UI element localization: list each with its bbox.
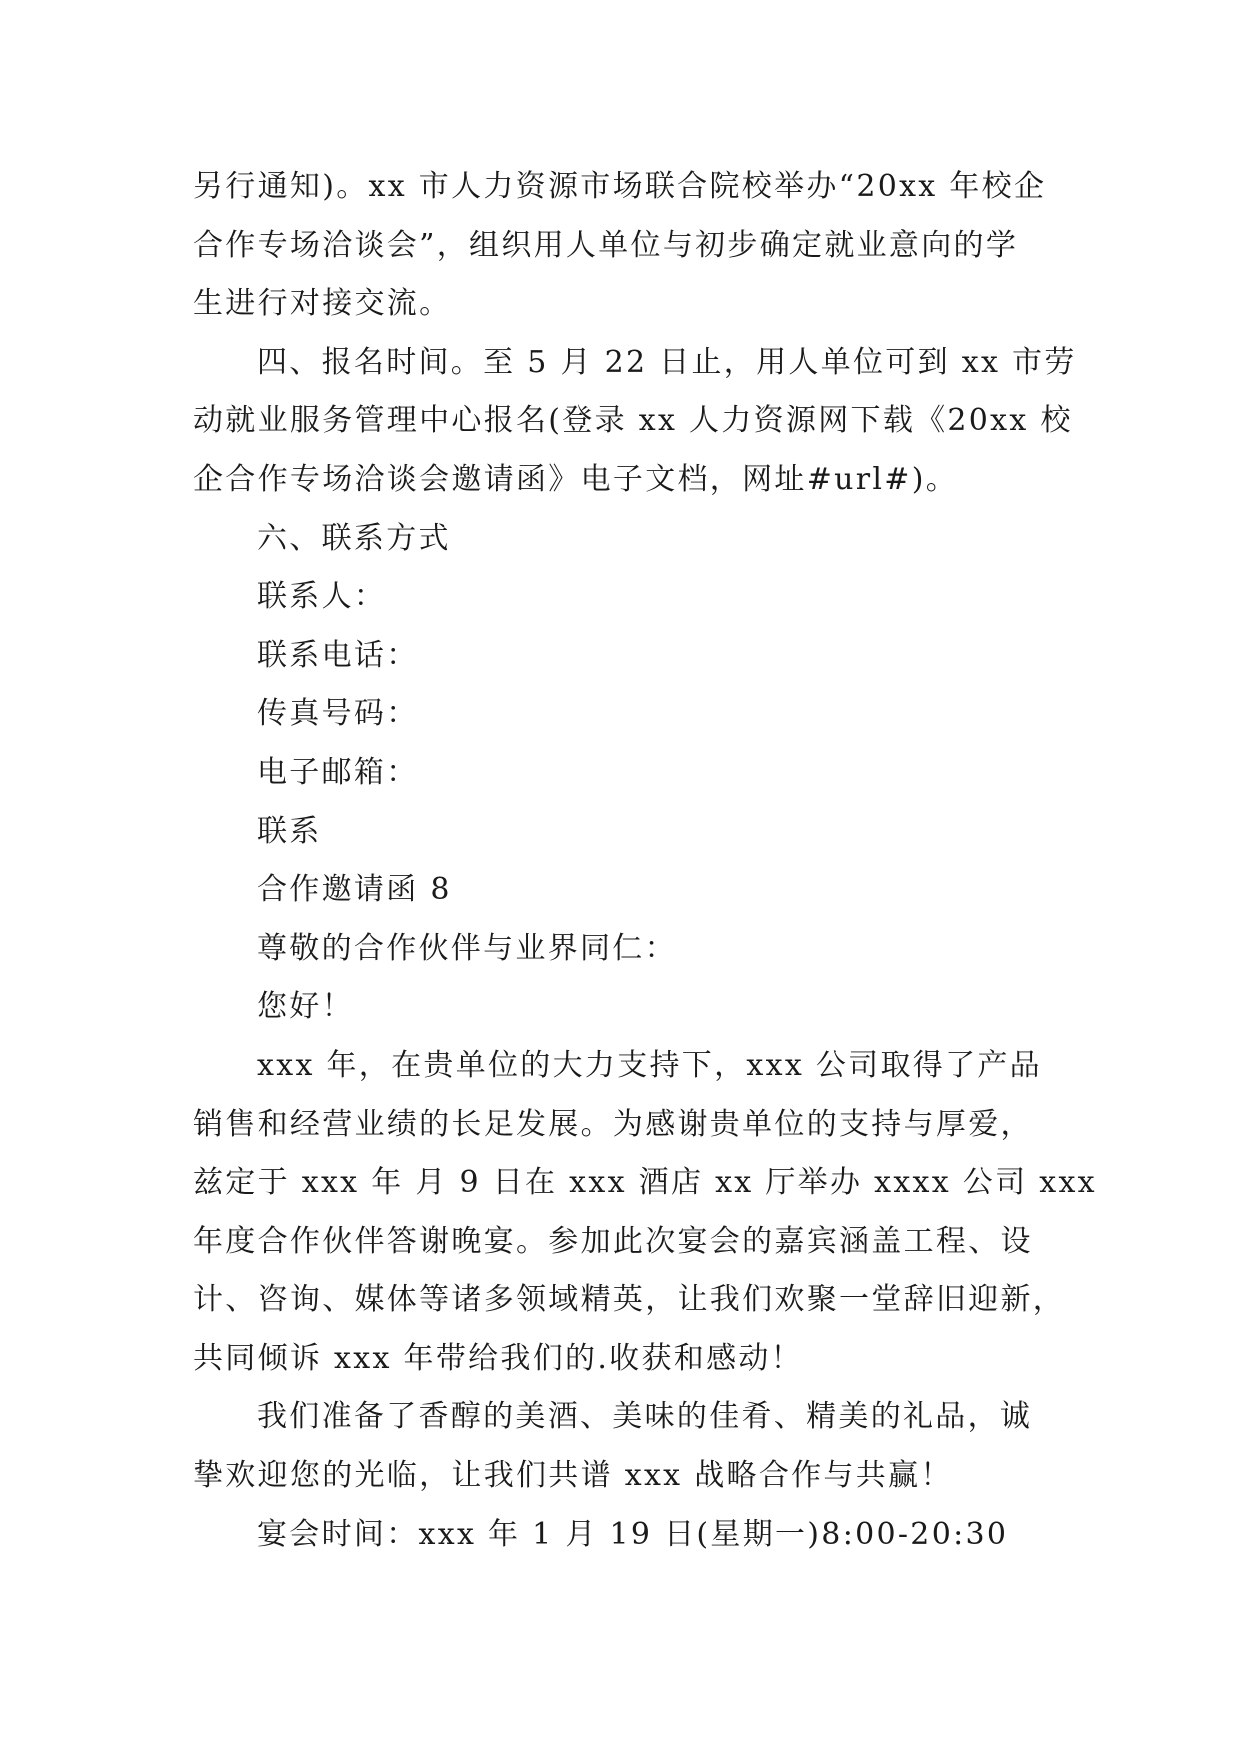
text-line: xxx 年，在贵单位的大力支持下，xxx 公司取得了产品	[257, 1047, 1042, 1083]
text-line: 另行通知)。xx 市人力资源市场联合院校举办“20xx 年校企	[193, 169, 1047, 204]
fax-number-label: 传真号码：	[257, 696, 419, 732]
salutation: 尊敬的合作伙伴与业界同仁：	[257, 930, 677, 966]
contact-person-label: 联系人：	[257, 579, 387, 615]
text-line: 年度合作伙伴答谢晚宴。参加此次宴会的嘉宾涵盖工程、设	[193, 1223, 1033, 1259]
section-heading: 六、联系方式	[257, 520, 451, 556]
banquet-time: 宴会时间：xxx 年 1 月 19 日(星期一)8:00-20:30	[257, 1516, 1009, 1552]
text-line: 我们准备了香醇的美酒、美味的佳肴、精美的礼品，诚	[257, 1399, 1033, 1435]
letter-title: 合作邀请函 8	[257, 872, 452, 908]
contact-phone-label: 联系电话：	[257, 637, 419, 673]
text-line: 合作专场洽谈会”，组织用人单位与初步确定就业意向的学	[193, 227, 1019, 263]
text-line: 计、咨询、媒体等诸多领域精英，让我们欢聚一堂辞旧迎新，	[193, 1282, 1066, 1318]
document-body	[193, 158, 1097, 1564]
text-line: 企合作专场洽谈会邀请函》电子文档，网址#url#)。	[193, 461, 959, 497]
text-line: 四、报名时间。至 5 月 22 日止，用人单位可到 xx 市劳	[257, 344, 1077, 380]
text-line: 生进行对接交流。	[193, 286, 452, 322]
text-line: 联系	[257, 813, 322, 849]
text-line: 共同倾诉 xxx 年带给我们的.收获和感动！	[193, 1340, 803, 1376]
text-line: 兹定于 xxx 年 月 9 日在 xxx 酒店 xx 厅举办 xxxx 公司 xxx	[193, 1165, 1097, 1201]
text-line: 挚欢迎您的光临，让我们共谱 xxx 战略合作与共赢！	[193, 1458, 953, 1494]
email-label: 电子邮箱：	[257, 754, 419, 790]
greeting: 您好！	[257, 989, 354, 1025]
text-line: 动就业服务管理中心报名(登录 xx 人力资源网下载《20xx 校	[193, 403, 1073, 439]
text-line: 销售和经营业绩的长足发展。为感谢贵单位的支持与厚爱，	[193, 1106, 1033, 1142]
